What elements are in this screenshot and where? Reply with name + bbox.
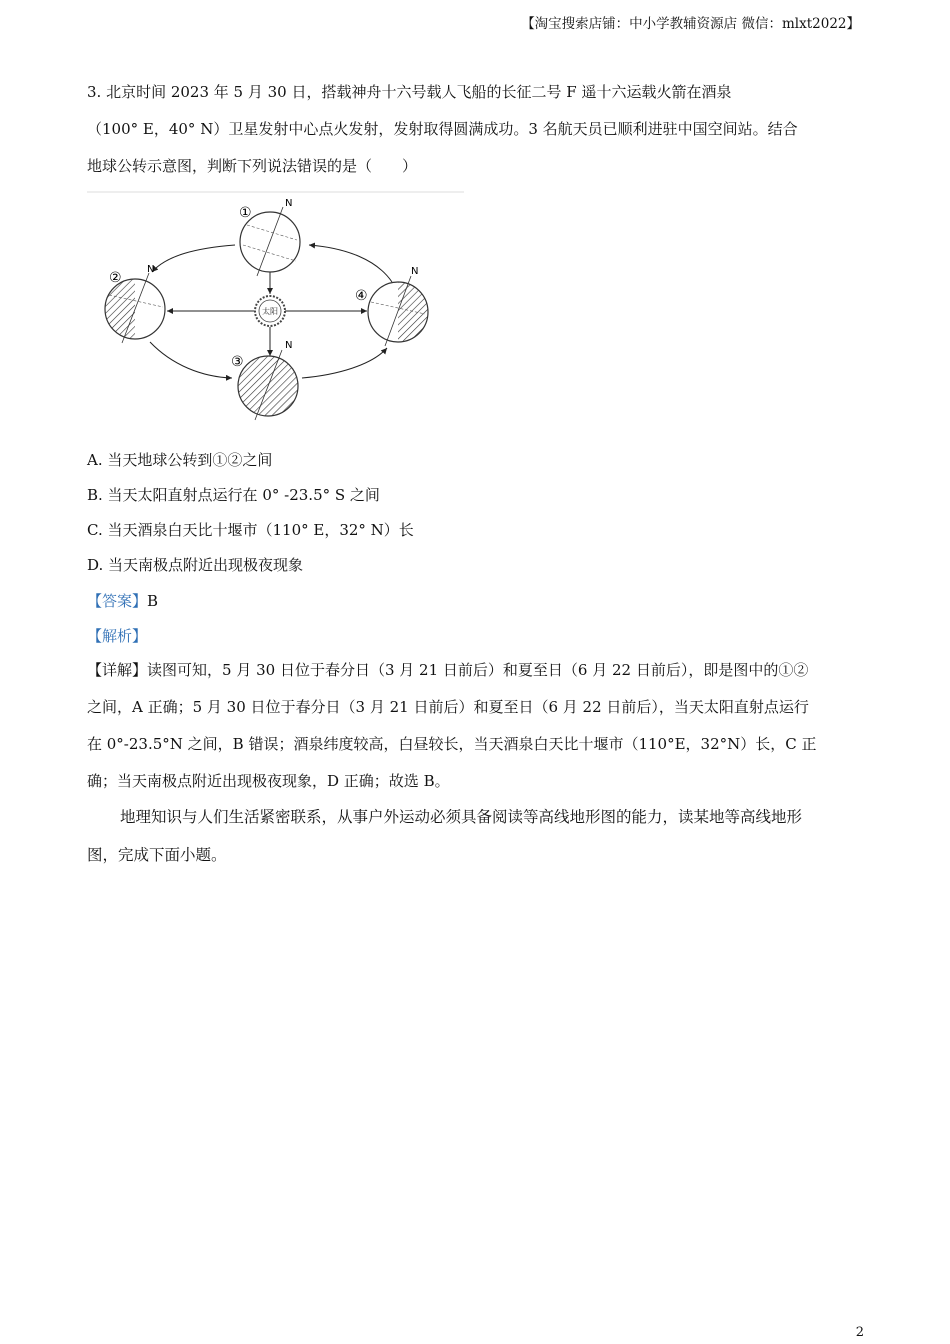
earth-revolution-diagram <box>87 190 467 425</box>
detail-tag: 【详解】 <box>87 661 148 679</box>
answer-value: B <box>147 592 159 610</box>
earth-position-3 <box>231 340 298 420</box>
option-d: D. 当天南极点附近出现极夜现象 <box>87 556 304 574</box>
earth-position-1 <box>239 198 300 276</box>
answer-tag: 【答案】 <box>87 592 148 610</box>
option-b: B. 当天太阳直射点运行在 0° -23.5° S 之间 <box>87 486 380 504</box>
detail-line-4: 确；当天南极点附近出现极夜现象，D 正确；故选 B。 <box>87 772 450 790</box>
svg-text:③: ③ <box>231 354 244 370</box>
svg-text:N: N <box>411 266 419 277</box>
svg-text:太阳: 太阳 <box>262 307 278 316</box>
intro-line-2: 图，完成下面小题。 <box>87 846 227 864</box>
svg-text:N: N <box>285 198 293 209</box>
earth-position-4 <box>355 266 428 346</box>
svg-text:②: ② <box>109 270 122 286</box>
question-line-3: 地球公转示意图，判断下列说法错误的是（ ） <box>87 157 418 175</box>
svg-text:N: N <box>285 340 293 351</box>
detail-line-1: 【详解】读图可知，5 月 30 日位于春分日（3 月 21 日前后）和夏至日（6 月 22 日前后），即是图中的①② <box>87 661 809 679</box>
analysis-tag: 【解析】 <box>87 627 148 645</box>
page-number: 2 <box>855 1325 864 1340</box>
svg-text:N: N <box>147 264 155 275</box>
detail-line-3: 在 0°-23.5°N 之间，B 错误；酒泉纬度较高，白昼较长，当天酒泉白天比十堰市（110°E，32°N）长，C 正 <box>87 735 817 753</box>
question-line-1: 3. 北京时间 2023 年 5 月 30 日，搭载神舟十六号载人飞船的长征二号 F 遥十六运载火箭在酒泉 <box>87 83 732 101</box>
option-a: A. 当天地球公转到①②之间 <box>87 451 273 469</box>
earth-position-2 <box>105 264 165 343</box>
answer-line <box>87 591 158 611</box>
svg-text:④: ④ <box>355 288 368 304</box>
svg-text:①: ① <box>239 205 252 221</box>
intro-line-1: 地理知识与人们生活紧密联系，从事户外运动必须具备阅读等高线地形图的能力，读某地等高线地形 <box>120 808 803 826</box>
page-header: 【淘宝搜索店铺：中小学教辅资源店 微信：mlxt2022】 <box>521 16 860 32</box>
detail-line-2: 之间，A 正确；5 月 30 日位于春分日（3 月 21 日前后）和夏至日（6 月 22 日前后），当天太阳直射点运行 <box>87 698 809 716</box>
option-c: C. 当天酒泉白天比十堰市（110° E，32° N）长 <box>87 521 414 539</box>
question-line-2: （100° E，40° N）卫星发射中心点火发射，发射取得圆满成功。3 名航天员已顺利进驻中国空间站。结合 <box>87 120 798 138</box>
